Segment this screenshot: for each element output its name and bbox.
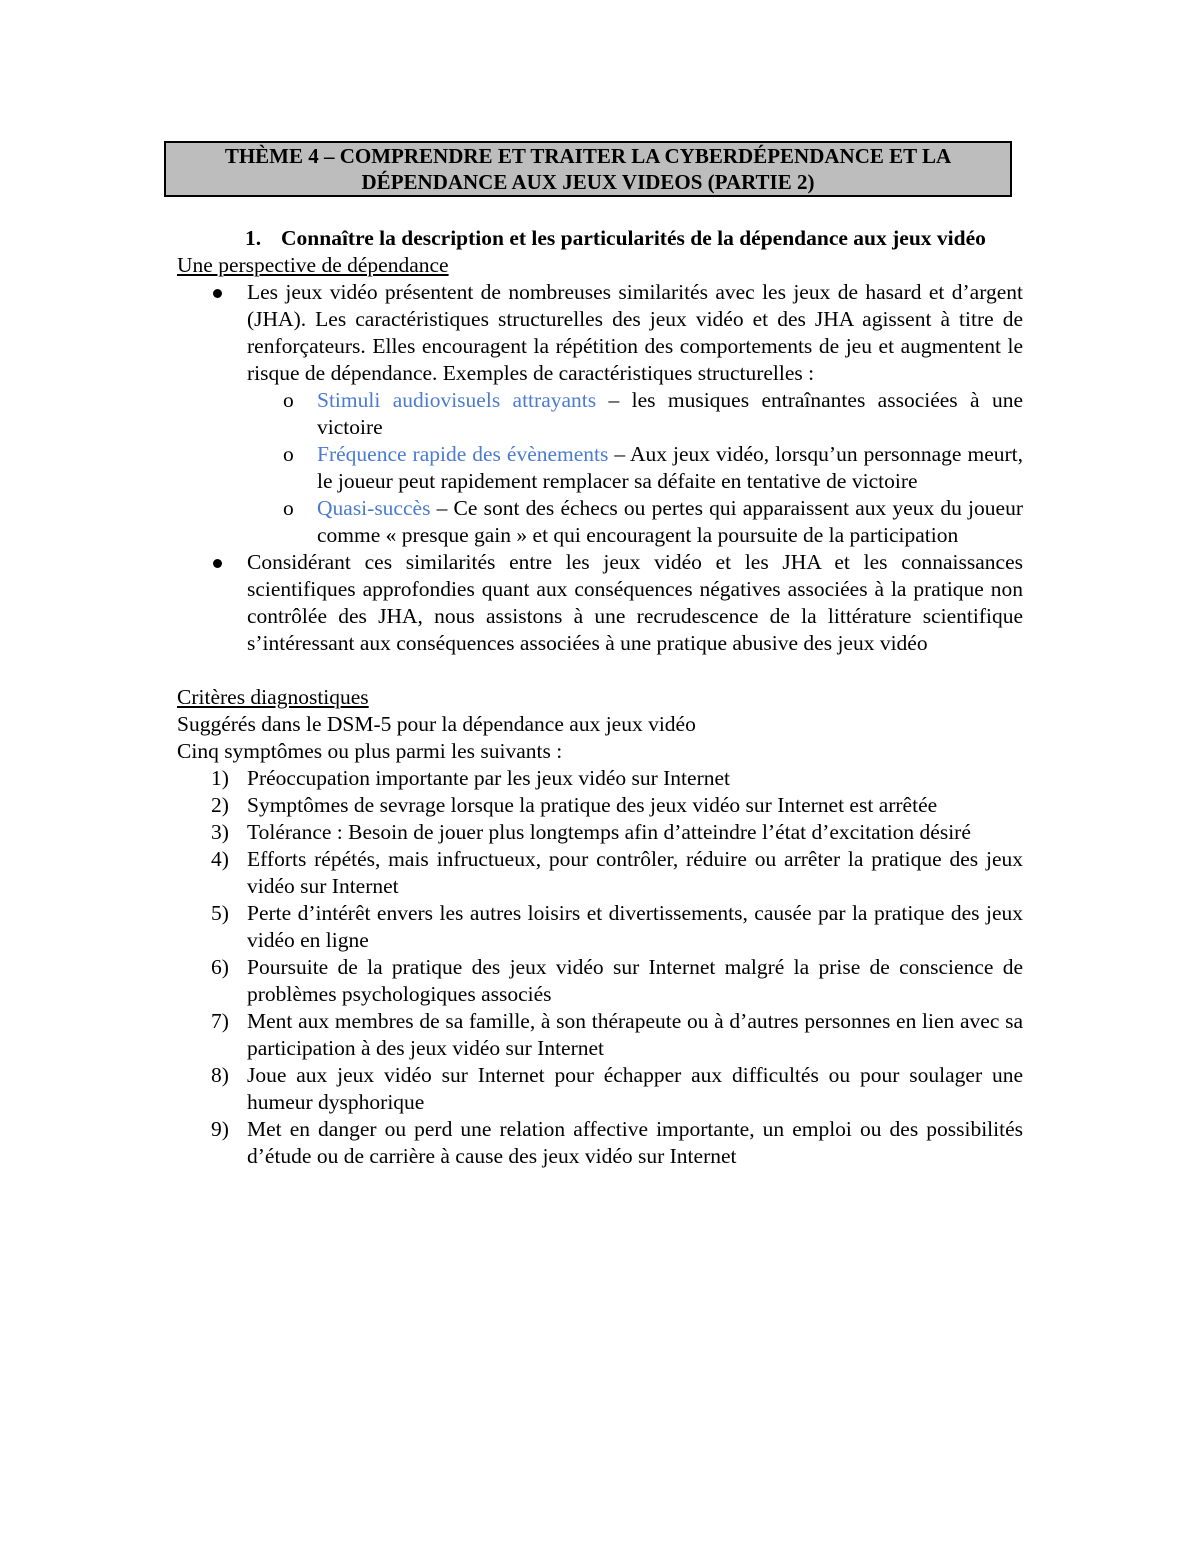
sub-item-text: – Aux jeux vidéo, lorsqu’un personnage meurt, le joueur peut rapidement remplacer sa défaite en tentative de victoire [317,442,1023,493]
sub-item-text: – Ce sont des échecs ou pertes qui apparaissent aux yeux du joueur comme « presque gain » et qui encouragent la poursuite de la participation [317,496,1023,547]
perspective-heading: Une perspective de dépendance [177,253,449,277]
item-number: 9) [211,1117,229,1141]
circle-bullet-icon: o [283,442,294,466]
bullet-item [177,549,1023,657]
sub-item-term: Stimuli audiovisuels attrayants [317,388,597,412]
criteria-list-item [177,1008,1023,1062]
item-number: 1) [211,766,229,790]
section-heading [177,225,1023,252]
criteria-list-item [177,792,1023,819]
criteria-list-item [177,846,1023,900]
criteria-intro-line-2: Cinq symptômes ou plus parmi les suivants : [177,739,563,763]
section-title: Connaître la description et les particularités de la dépendance aux jeux vidéo [281,226,986,250]
item-text: Joue aux jeux vidéo sur Internet pour échapper aux difficultés ou pour soulager une humeur dysphorique [247,1063,1023,1114]
theme-title-box [164,141,1012,197]
bullet-item [177,279,1023,387]
sub-list-item [177,387,1023,441]
sub-list-item [177,495,1023,549]
item-number: 6) [211,955,229,979]
criteria-list-item [177,900,1023,954]
item-number: 7) [211,1009,229,1033]
theme-title-line-2: DÉPENDANCE AUX JEUX VIDEOS (PARTIE 2) [361,170,815,194]
criteria-list-item [177,765,1023,792]
item-number: 2) [211,793,229,817]
document-body [177,225,1023,1170]
item-number: 4) [211,847,229,871]
item-number: 8) [211,1063,229,1087]
spacer [177,657,1023,684]
item-text: Symptômes de sevrage lorsque la pratique des jeux vidéo sur Internet est arrêtée [247,793,938,817]
criteria-list-item [177,954,1023,1008]
bullet-text: Considérant ces similarités entre les jeux vidéo et les JHA et les connaissances scientifiques approfondies quant aux conséquences négatives associées à la pratique non contrôlée des JHA, nous assistons à une recrudescence de la littérature scientifique s’intéressant aux conséquences associées à une pratique abusive des jeux vidéo [247,550,1023,655]
sub-item-term: Fréquence rapide des évènements [317,442,609,466]
item-number: 3) [211,820,229,844]
item-text: Tolérance : Besoin de jouer plus longtemps afin d’atteindre l’état d’excitation désiré [247,820,971,844]
item-text: Perte d’intérêt envers les autres loisirs et divertissements, causée par la pratique des jeux vidéo en ligne [247,901,1023,952]
bullet-text: Les jeux vidéo présentent de nombreuses similarités avec les jeux de hasard et d’argent (JHA). Les caractéristiques structurelles des jeux vidéo et des JHA agissent à titre de renforçateurs. Elles encouragent la répétition des comportements de jeu et augmentent le risque de dépendance. Exemples de caractéristiques structurelles : [247,280,1023,385]
item-text: Poursuite de la pratique des jeux vidéo sur Internet malgré la prise de conscience de problèmes psychologiques associés [247,955,1023,1006]
criteria-heading: Critères diagnostiques [177,685,369,709]
item-text: Met en danger ou perd une relation affective importante, un emploi ou des possibilités d’étude ou de carrière à cause des jeux vidéo sur Internet [247,1117,1023,1168]
sub-item-text: – les musiques entraînantes associées à une victoire [317,388,1023,439]
item-text: Efforts répétés, mais infructueux, pour contrôler, réduire ou arrêter la pratique des jeux vidéo sur Internet [247,847,1023,898]
section-number: 1. [245,226,262,250]
item-text: Ment aux membres de sa famille, à son thérapeute ou à d’autres personnes en lien avec sa participation à des jeux vidéo sur Internet [247,1009,1023,1060]
criteria-intro-line-1: Suggérés dans le DSM-5 pour la dépendance aux jeux vidéo [177,712,696,736]
sub-list-item [177,441,1023,495]
item-text: Préoccupation importante par les jeux vidéo sur Internet [247,766,730,790]
bullet-icon [213,559,222,568]
criteria-list-item [177,1116,1023,1170]
sub-item-term: Quasi-succès [317,496,431,520]
circle-bullet-icon: o [283,496,294,520]
bullet-icon [213,289,222,298]
criteria-list-item [177,1062,1023,1116]
item-number: 5) [211,901,229,925]
criteria-list-item [177,819,1023,846]
theme-title-line-1: THÈME 4 – COMPRENDRE ET TRAITER LA CYBERDÉPENDANCE ET LA [224,144,952,168]
circle-bullet-icon: o [283,388,294,412]
